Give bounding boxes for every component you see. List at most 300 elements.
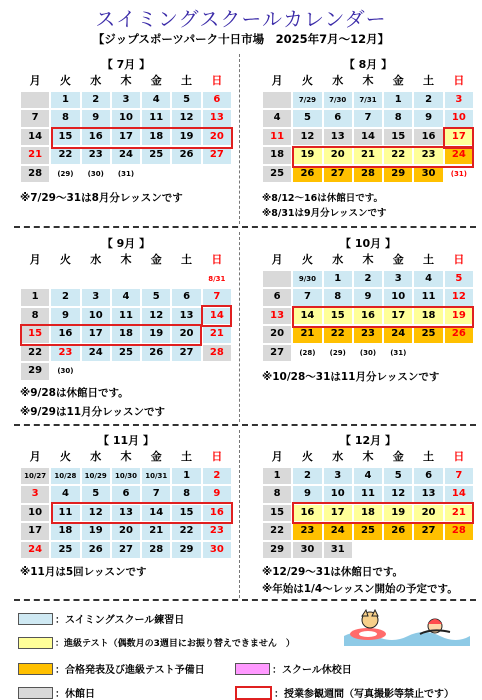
weekday-label: 水 (323, 448, 353, 467)
day-cell: 6 (111, 485, 141, 504)
day-cell: 27 (262, 344, 292, 363)
day-cell: 22 (171, 522, 201, 541)
weekday-label: 土 (171, 251, 201, 270)
section-divider (14, 424, 476, 426)
day-cell: 18 (413, 307, 443, 326)
day-cell: 1 (383, 91, 413, 110)
day-cell: 27 (413, 522, 443, 541)
weekday-label: 日 (444, 251, 474, 270)
week-row (20, 467, 232, 486)
day-cell: 15 (171, 504, 201, 523)
week-row (20, 522, 232, 541)
legend-swatch (18, 687, 53, 699)
week-row (262, 522, 474, 541)
day-cell: 13 (323, 128, 353, 147)
weekday-label: 金 (141, 72, 171, 91)
day-cell: 22 (20, 344, 50, 363)
day-cell: 2 (353, 270, 383, 289)
weekday-header (262, 448, 474, 467)
day-cell: 5 (81, 485, 111, 504)
week-row (20, 270, 232, 289)
day-cell (413, 344, 443, 363)
day-cell: 10 (111, 109, 141, 128)
day-cell: 4 (141, 91, 171, 110)
legend-label: ：スクール休校日 (272, 665, 352, 676)
legend-swatch (18, 613, 53, 625)
day-cell: 3 (383, 270, 413, 289)
note-september-2: ※9/29は11月分レッスンです (20, 406, 165, 418)
week-row (20, 504, 232, 523)
weekday-label: 日 (444, 448, 474, 467)
day-cell (81, 362, 111, 381)
day-cell (353, 541, 383, 560)
day-cell: 18 (353, 504, 383, 523)
day-cell: 8/31 (202, 270, 232, 289)
day-cell: 13 (413, 485, 443, 504)
month-november (20, 434, 232, 559)
weekday-header (20, 251, 232, 270)
day-cell: 7 (353, 109, 383, 128)
day-cell: 20 (323, 146, 353, 165)
week-row (262, 288, 474, 307)
page-title: スイミングスクールカレンダー (95, 7, 387, 31)
day-cell: 9 (292, 485, 322, 504)
week-row (20, 109, 232, 128)
day-cell: 26 (171, 146, 201, 165)
legend-practice (18, 611, 184, 626)
weekday-label: 金 (383, 448, 413, 467)
day-cell: 21 (20, 146, 50, 165)
day-cell: 18 (262, 146, 292, 165)
month-december (262, 434, 474, 559)
week-row (262, 485, 474, 504)
day-cell: 22 (383, 146, 413, 165)
day-cell: 30 (413, 165, 443, 184)
day-cell: 27 (171, 344, 201, 363)
month-october (262, 237, 474, 362)
day-cell: 15 (50, 128, 80, 147)
day-cell: 25 (141, 146, 171, 165)
day-cell: 12 (444, 288, 474, 307)
day-cell: 21 (444, 504, 474, 523)
day-cell: 4 (262, 109, 292, 128)
day-cell: 8 (20, 307, 50, 326)
day-cell (413, 541, 443, 560)
weekday-label: 日 (202, 251, 232, 270)
day-cell: 14 (202, 307, 232, 326)
month-title: 【 10月 】 (340, 237, 396, 250)
week-row (262, 109, 474, 128)
legend-school-closed (235, 661, 352, 676)
week-row (262, 325, 474, 344)
swimmer-illustration (340, 606, 472, 650)
day-cell: 16 (50, 325, 80, 344)
weekday-header (262, 72, 474, 91)
day-cell: 7 (444, 467, 474, 486)
calendar-grid (20, 72, 232, 183)
day-cell: 19 (444, 307, 474, 326)
day-cell: 2 (81, 91, 111, 110)
day-cell: 7 (141, 485, 171, 504)
weekday-label: 土 (413, 72, 443, 91)
day-cell: 5 (383, 467, 413, 486)
day-cell: 23 (50, 344, 80, 363)
weekday-label: 火 (50, 251, 80, 270)
day-cell: 22 (50, 146, 80, 165)
note-august-2: ※8/31は9月分レッスンです (262, 208, 387, 219)
week-row (20, 485, 232, 504)
day-cell: 20 (262, 325, 292, 344)
note-august-1: ※8/12～16は休館日です。 (262, 193, 383, 204)
day-cell: 4 (413, 270, 443, 289)
day-cell: 9 (202, 485, 232, 504)
column-divider (239, 232, 240, 422)
day-cell: 21 (141, 522, 171, 541)
day-cell: 6 (262, 288, 292, 307)
weekday-label: 木 (353, 251, 383, 270)
weekday-label: 土 (413, 448, 443, 467)
week-row (20, 344, 232, 363)
day-cell: 10 (323, 485, 353, 504)
weekday-label: 水 (323, 251, 353, 270)
week-row (20, 307, 232, 326)
weekday-label: 水 (323, 72, 353, 91)
day-cell: 22 (262, 522, 292, 541)
note-november: ※11月は5回レッスンです (20, 566, 147, 578)
weekday-header (262, 251, 474, 270)
legend-result (18, 661, 205, 676)
day-cell: 6 (413, 467, 443, 486)
day-cell: 14 (292, 307, 322, 326)
week-row (20, 325, 232, 344)
day-cell: 25 (262, 165, 292, 184)
week-row (262, 165, 474, 184)
day-cell: 29 (171, 541, 201, 560)
day-cell: 26 (383, 522, 413, 541)
day-cell: 15 (20, 325, 50, 344)
weekday-label: 火 (50, 72, 80, 91)
note-december-1: ※12/29～31は休館日です。 (262, 566, 404, 578)
day-cell: 10/27 (20, 467, 50, 486)
weekday-label: 月 (20, 72, 50, 91)
day-cell: 16 (202, 504, 232, 523)
day-cell: 4 (50, 485, 80, 504)
day-cell (171, 270, 201, 289)
day-cell: 3 (20, 485, 50, 504)
day-cell: 12 (292, 128, 322, 147)
legend-swatch (235, 663, 270, 675)
legend-test (18, 636, 295, 649)
day-cell: 14 (20, 128, 50, 147)
month-title: 【 12月 】 (340, 434, 396, 447)
week-row (20, 128, 232, 147)
page-subtitle: 【ジップスポーツパーク十日市場 2025年7月～12月】 (92, 32, 390, 46)
day-cell: 19 (292, 146, 322, 165)
legend-label: ：授業参観週間（写真撮影等禁止です） (274, 689, 454, 700)
week-row (262, 146, 474, 165)
day-cell: 19 (81, 522, 111, 541)
day-cell (171, 165, 201, 184)
week-row (262, 128, 474, 147)
day-cell: 23 (202, 522, 232, 541)
day-cell: (31) (111, 165, 141, 184)
day-cell (111, 270, 141, 289)
weekday-label: 水 (81, 448, 111, 467)
day-cell (202, 362, 232, 381)
day-cell: 28 (353, 165, 383, 184)
month-title: 【 11月 】 (98, 434, 154, 447)
day-cell: 21 (202, 325, 232, 344)
month-title: 【 7月 】 (101, 58, 151, 71)
day-cell: 6 (171, 288, 201, 307)
weekday-label: 月 (262, 251, 292, 270)
weekday-label: 日 (202, 72, 232, 91)
day-cell: 12 (383, 485, 413, 504)
weekday-label: 日 (202, 448, 232, 467)
week-row (262, 344, 474, 363)
day-cell: 23 (353, 325, 383, 344)
day-cell: 3 (81, 288, 111, 307)
day-cell: 19 (171, 128, 201, 147)
day-cell: 11 (353, 485, 383, 504)
calendar-grid (262, 251, 474, 362)
day-cell (141, 165, 171, 184)
day-cell: 26 (292, 165, 322, 184)
day-cell: 21 (353, 146, 383, 165)
week-row (20, 91, 232, 110)
day-cell: 26 (81, 541, 111, 560)
week-row (20, 541, 232, 560)
calendar-grid (262, 448, 474, 559)
day-cell: 20 (413, 504, 443, 523)
day-cell: 24 (383, 325, 413, 344)
day-cell: 9 (353, 288, 383, 307)
day-cell: 4 (111, 288, 141, 307)
legend-label: ：スイミングスクール練習日 (55, 615, 185, 626)
weekday-label: 金 (141, 251, 171, 270)
day-cell: 25 (413, 325, 443, 344)
day-cell (111, 362, 141, 381)
weekday-label: 金 (383, 72, 413, 91)
day-cell (141, 270, 171, 289)
legend-label: ：進級テスト（偶数月の3週目にお振り替えできません ） (55, 639, 295, 649)
day-cell: 5 (292, 109, 322, 128)
day-cell: 12 (171, 109, 201, 128)
weekday-label: 木 (353, 72, 383, 91)
day-cell (444, 344, 474, 363)
day-cell: 10/28 (50, 467, 80, 486)
column-divider (239, 54, 240, 224)
day-cell (262, 270, 292, 289)
day-cell: 31 (323, 541, 353, 560)
day-cell: 15 (323, 307, 353, 326)
day-cell: 30 (202, 541, 232, 560)
column-divider (239, 430, 240, 598)
day-cell (383, 541, 413, 560)
day-cell: 5 (141, 288, 171, 307)
day-cell: 16 (292, 504, 322, 523)
day-cell: 24 (444, 146, 474, 165)
day-cell: 9 (81, 109, 111, 128)
day-cell: 8 (171, 485, 201, 504)
week-row (20, 165, 232, 184)
legend-label: ：合格発表及び進級テスト予備日 (55, 665, 205, 676)
day-cell: 18 (50, 522, 80, 541)
day-cell: 29 (262, 541, 292, 560)
day-cell: 11 (111, 307, 141, 326)
week-row (262, 504, 474, 523)
day-cell: 24 (20, 541, 50, 560)
day-cell: 7/30 (323, 91, 353, 110)
day-cell: 17 (444, 128, 474, 147)
month-title: 【 8月 】 (343, 58, 393, 71)
section-divider (14, 599, 476, 601)
day-cell: 23 (81, 146, 111, 165)
day-cell: 2 (202, 467, 232, 486)
week-row (20, 362, 232, 381)
day-cell: 16 (413, 128, 443, 147)
weekday-header (20, 72, 232, 91)
day-cell: 1 (50, 91, 80, 110)
day-cell: 10/31 (141, 467, 171, 486)
day-cell: 5 (171, 91, 201, 110)
day-cell: 7/29 (292, 91, 322, 110)
day-cell: 29 (20, 362, 50, 381)
month-july (20, 58, 232, 183)
legend-label: ：休館日 (55, 689, 95, 700)
day-cell: 10 (383, 288, 413, 307)
day-cell: 18 (111, 325, 141, 344)
day-cell: 10/30 (111, 467, 141, 486)
day-cell: 10/29 (81, 467, 111, 486)
day-cell: (30) (353, 344, 383, 363)
day-cell: (30) (81, 165, 111, 184)
day-cell: 18 (141, 128, 171, 147)
day-cell: 8 (383, 109, 413, 128)
calendar-grid (262, 72, 474, 183)
day-cell: 19 (383, 504, 413, 523)
legend-swatch (235, 686, 272, 700)
day-cell: 20 (202, 128, 232, 147)
day-cell: 28 (20, 165, 50, 184)
day-cell: 7 (202, 288, 232, 307)
day-cell: 16 (353, 307, 383, 326)
legend-swatch (18, 663, 53, 675)
day-cell: 26 (444, 325, 474, 344)
weekday-label: 月 (20, 251, 50, 270)
day-cell: 9 (50, 307, 80, 326)
section-divider (14, 226, 476, 228)
weekday-label: 火 (292, 251, 322, 270)
day-cell: 14 (353, 128, 383, 147)
day-cell: 13 (262, 307, 292, 326)
day-cell: 12 (141, 307, 171, 326)
month-august (262, 58, 474, 183)
day-cell: 24 (111, 146, 141, 165)
day-cell: 27 (111, 541, 141, 560)
weekday-label: 木 (111, 72, 141, 91)
day-cell: 14 (444, 485, 474, 504)
day-cell: 28 (444, 522, 474, 541)
weekday-header (20, 448, 232, 467)
day-cell: 21 (292, 325, 322, 344)
day-cell: 17 (383, 307, 413, 326)
day-cell: 8 (50, 109, 80, 128)
note-december-2: ※年始は1/4～レッスン開始の予定です。 (262, 583, 458, 595)
day-cell: 23 (292, 522, 322, 541)
day-cell: 3 (323, 467, 353, 486)
day-cell: 28 (202, 344, 232, 363)
day-cell: 28 (141, 541, 171, 560)
day-cell: 13 (202, 109, 232, 128)
day-cell: 19 (141, 325, 171, 344)
day-cell: (31) (444, 165, 474, 184)
weekday-label: 水 (81, 72, 111, 91)
day-cell: 17 (111, 128, 141, 147)
week-row (262, 467, 474, 486)
day-cell: 1 (20, 288, 50, 307)
weekday-label: 木 (111, 448, 141, 467)
day-cell: 24 (81, 344, 111, 363)
month-title: 【 9月 】 (101, 237, 151, 250)
day-cell (20, 91, 50, 110)
weekday-label: 月 (262, 448, 292, 467)
day-cell (50, 270, 80, 289)
day-cell: 10 (444, 109, 474, 128)
weekday-label: 土 (171, 448, 201, 467)
day-cell: 10 (81, 307, 111, 326)
weekday-label: 日 (444, 72, 474, 91)
day-cell: 11 (262, 128, 292, 147)
day-cell: 11 (413, 288, 443, 307)
weekday-label: 月 (20, 448, 50, 467)
weekday-label: 月 (262, 72, 292, 91)
day-cell: 24 (323, 522, 353, 541)
day-cell: 3 (444, 91, 474, 110)
day-cell: 14 (141, 504, 171, 523)
day-cell: 2 (413, 91, 443, 110)
day-cell: 25 (111, 344, 141, 363)
day-cell: 17 (81, 325, 111, 344)
day-cell: 26 (141, 344, 171, 363)
day-cell: 23 (413, 146, 443, 165)
note-july: ※7/29～31は8月分レッスンです (20, 192, 183, 204)
weekday-label: 火 (50, 448, 80, 467)
day-cell: 22 (323, 325, 353, 344)
day-cell: 1 (171, 467, 201, 486)
day-cell: (31) (383, 344, 413, 363)
week-row (262, 307, 474, 326)
day-cell (444, 541, 474, 560)
day-cell (262, 91, 292, 110)
weekday-label: 木 (111, 251, 141, 270)
day-cell: 11 (50, 504, 80, 523)
day-cell: 7/31 (353, 91, 383, 110)
week-row (262, 270, 474, 289)
day-cell (20, 270, 50, 289)
day-cell: 25 (353, 522, 383, 541)
day-cell: 6 (202, 91, 232, 110)
day-cell: 6 (323, 109, 353, 128)
day-cell: 2 (50, 288, 80, 307)
weekday-label: 木 (353, 448, 383, 467)
weekday-label: 土 (413, 251, 443, 270)
day-cell: 13 (111, 504, 141, 523)
day-cell: 5 (444, 270, 474, 289)
day-cell: 20 (171, 325, 201, 344)
day-cell: 29 (383, 165, 413, 184)
day-cell (141, 362, 171, 381)
